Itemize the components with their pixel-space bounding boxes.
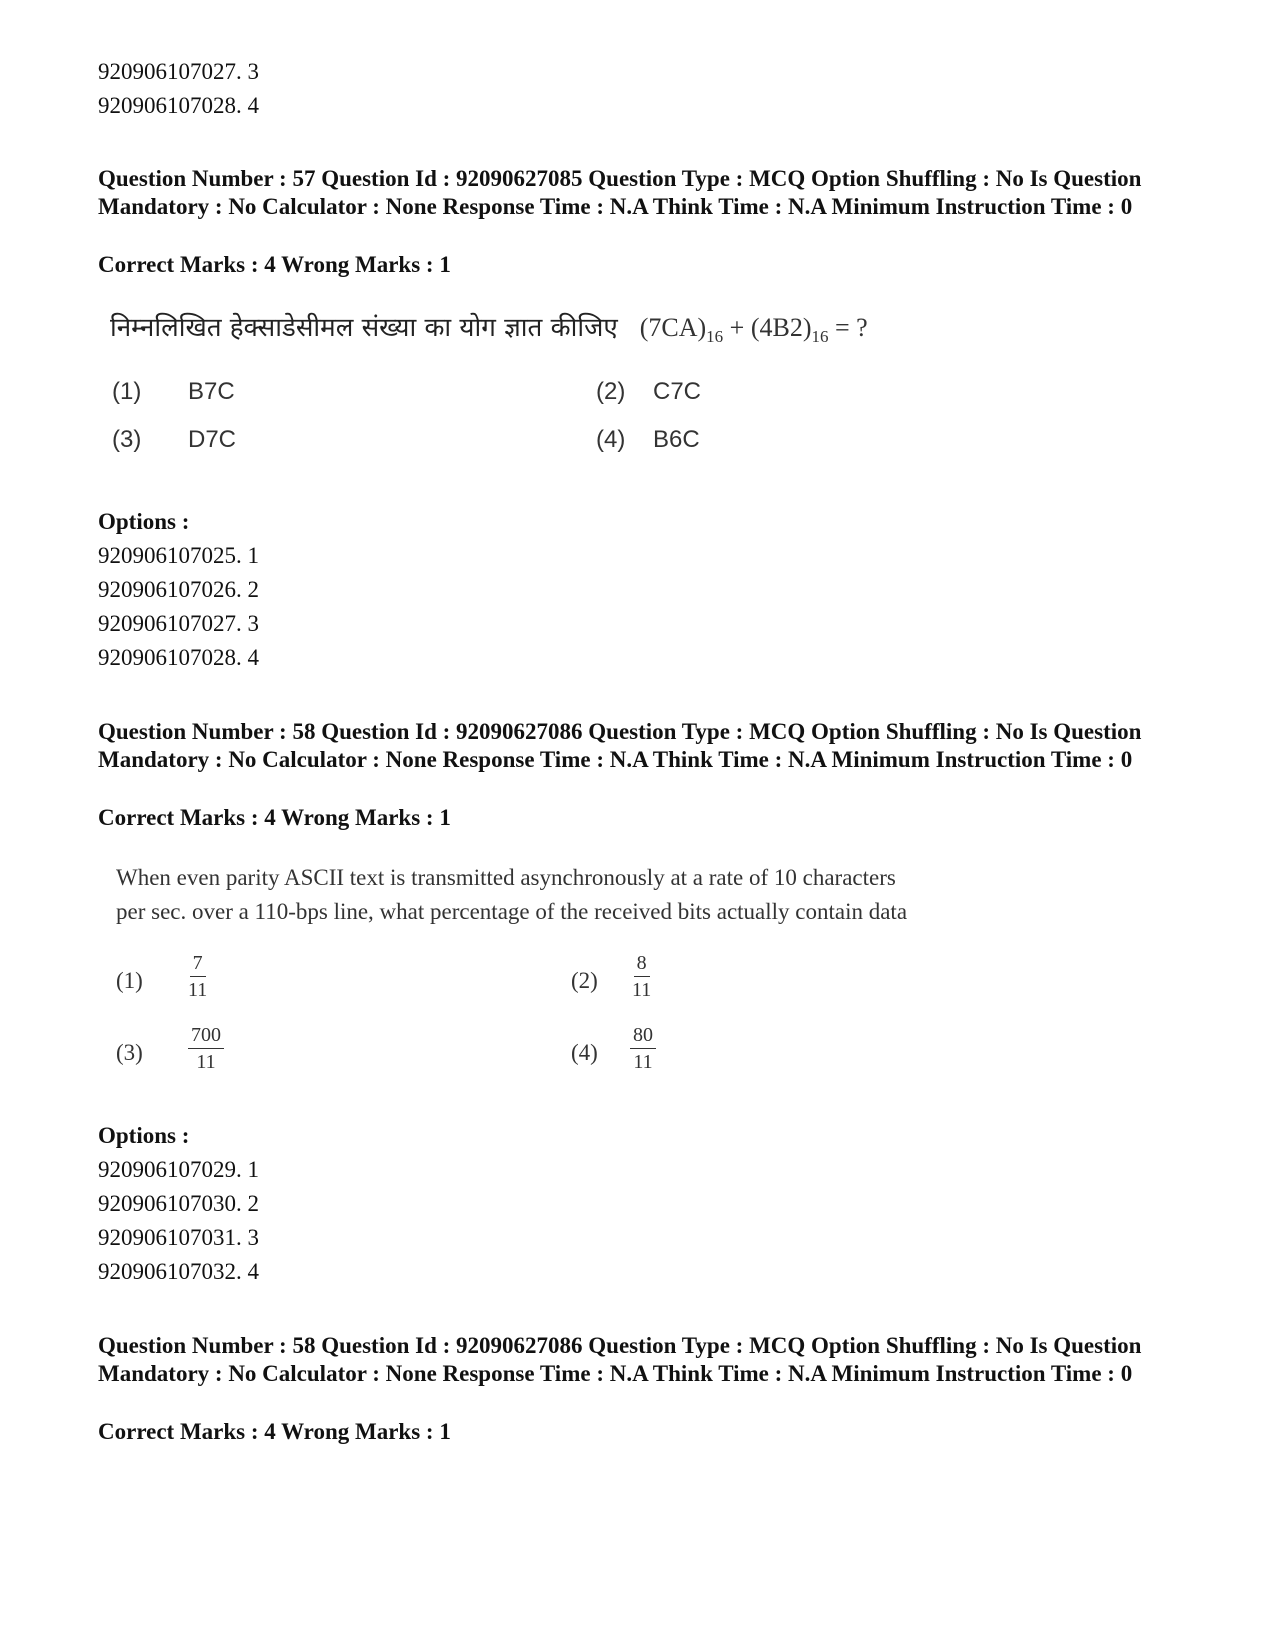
choice-label: (1) xyxy=(116,968,143,993)
options-heading: Options : xyxy=(98,509,190,534)
hex-sum-expression: $(7CA)_{16} + (4B2)_{16}$ = ? xyxy=(639,313,868,347)
fraction-choice: $\frac{700}{11}$ xyxy=(188,1024,224,1073)
option-id-line: 920906107025. 1 xyxy=(98,543,259,568)
question-57-hindi-text: निम्नलिखित हेक्साडेसीमल संख्या का योग ज्ञात कीजिए xyxy=(110,313,618,343)
choice-label: (1) xyxy=(112,378,142,405)
question-58-repeat-metadata: Question Number : 58 Question Id : 92090627086 Question Type : MCQ Option Shuffling : No Is Question Mandatory : No Calculator : None Response Time : N.A Think Time : N.A Minimum Instruction Time : 0 xyxy=(98,1333,1142,1386)
option-id-line: 920906107030. 2 xyxy=(98,1191,259,1216)
option-id-line: 920906107027. 3 xyxy=(98,59,259,84)
fraction-choice: $\frac{80}{11}$ xyxy=(630,1024,656,1073)
choice-label: (3) xyxy=(112,426,142,453)
option-id-line: 920906107032. 4 xyxy=(98,1259,259,1284)
choice-label: (2) xyxy=(571,968,598,993)
options-heading: Options : xyxy=(98,1123,190,1148)
option-id-line: 920906107027. 3 xyxy=(98,611,259,636)
option-id-line: 920906107028. 4 xyxy=(98,93,259,118)
choice-value: B6C xyxy=(653,426,700,453)
choice-label: (4) xyxy=(571,1040,598,1065)
choice-label: (3) xyxy=(116,1040,143,1065)
question-58-text-line-1: When even parity ASCII text is transmitted asynchronously at a rate of 10 characters xyxy=(116,865,896,890)
option-id-line: 920906107031. 3 xyxy=(98,1225,259,1250)
option-id-line: 920906107028. 4 xyxy=(98,645,259,670)
question-58-metadata: Question Number : 58 Question Id : 92090627086 Question Type : MCQ Option Shuffling : No Is Question Mandatory : No Calculator : None Response Time : N.A Think Time : N.A Minimum Instruction Time : 0 xyxy=(98,719,1142,772)
question-58-marks: Correct Marks : 4 Wrong Marks : 1 xyxy=(98,805,451,830)
choice-label: (4) xyxy=(596,426,626,453)
fraction-choice: $\frac{7}{11}$ xyxy=(188,952,208,1001)
question-57-text xyxy=(110,308,868,347)
question-58-text-line-2: per sec. over a 110-bps line, what percentage of the received bits actually contain data xyxy=(116,899,908,924)
choice-value: D7C xyxy=(188,426,237,453)
question-57-marks: Correct Marks : 4 Wrong Marks : 1 xyxy=(98,252,451,277)
option-id-line: 920906107029. 1 xyxy=(98,1157,259,1182)
question-58-repeat-marks: Correct Marks : 4 Wrong Marks : 1 xyxy=(98,1419,451,1444)
choice-value: C7C xyxy=(653,378,702,405)
option-id-line: 920906107026. 2 xyxy=(98,577,259,602)
question-57-metadata: Question Number : 57 Question Id : 92090627085 Question Type : MCQ Option Shuffling : No Is Question Mandatory : No Calculator : None Response Time : N.A Think Time : N.A Minimum Instruction Time : 0 xyxy=(98,166,1142,219)
choice-value: B7C xyxy=(188,378,235,405)
fraction-choice: $\frac{8}{11}$ xyxy=(632,952,652,1001)
choice-label: (2) xyxy=(596,378,626,405)
